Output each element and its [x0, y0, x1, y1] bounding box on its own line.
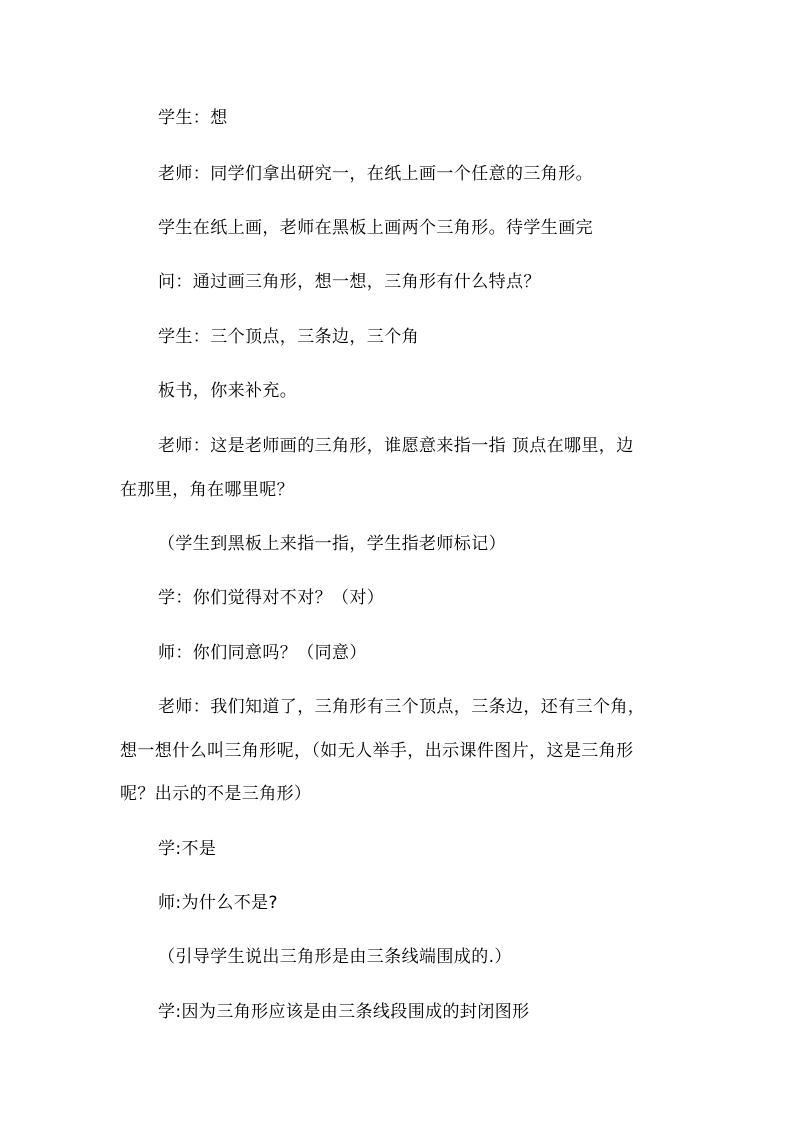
dialogue-line: （引导学生说出三角形是由三条线端围成的.）: [158, 947, 512, 967]
dialogue-line: 老师：同学们拿出研究一，在纸上画一个任意的三角形。: [158, 164, 593, 184]
dialogue-line-continuation: 想一想什么叫三角形呢，（如无人举手，出示课件图片，这是三角形: [120, 741, 634, 761]
dialogue-line: 学：你们觉得对不对？（对）: [158, 588, 385, 608]
dialogue-line-continuation: 在那里，角在哪里呢？: [120, 480, 294, 500]
dialogue-line: 板书，你来补充。: [158, 381, 298, 401]
dialogue-line: 学:因为三角形应该是由三条线段围成的封闭图形: [158, 1002, 530, 1022]
dialogue-line: 学:不是: [158, 839, 217, 859]
dialogue-line: 学生：想: [158, 108, 228, 128]
dialogue-line-continuation: 呢？出示的不是三角形）: [120, 784, 312, 804]
dialogue-line: 学生：三个顶点，三条边，三个角: [158, 327, 419, 347]
dialogue-line: 师:为什么不是?: [158, 893, 278, 913]
dialogue-line: 老师：这是老师画的三角形，谁愿意来指一指 顶点在哪里，边: [158, 436, 634, 456]
dialogue-line: 师：你们同意吗？（同意）: [158, 643, 367, 663]
dialogue-line: 学生在纸上画，老师在黑板上画两个三角形。待学生画完: [158, 218, 593, 238]
dialogue-line: （学生到黑板上来指一指，学生指老师标记）: [158, 534, 506, 554]
dialogue-line: 老师：我们知道了，三角形有三个顶点，三条边，还有三个角，: [158, 697, 646, 717]
dialogue-line: 问：通过画三角形，想一想，三角形有什么特点？: [158, 272, 541, 292]
